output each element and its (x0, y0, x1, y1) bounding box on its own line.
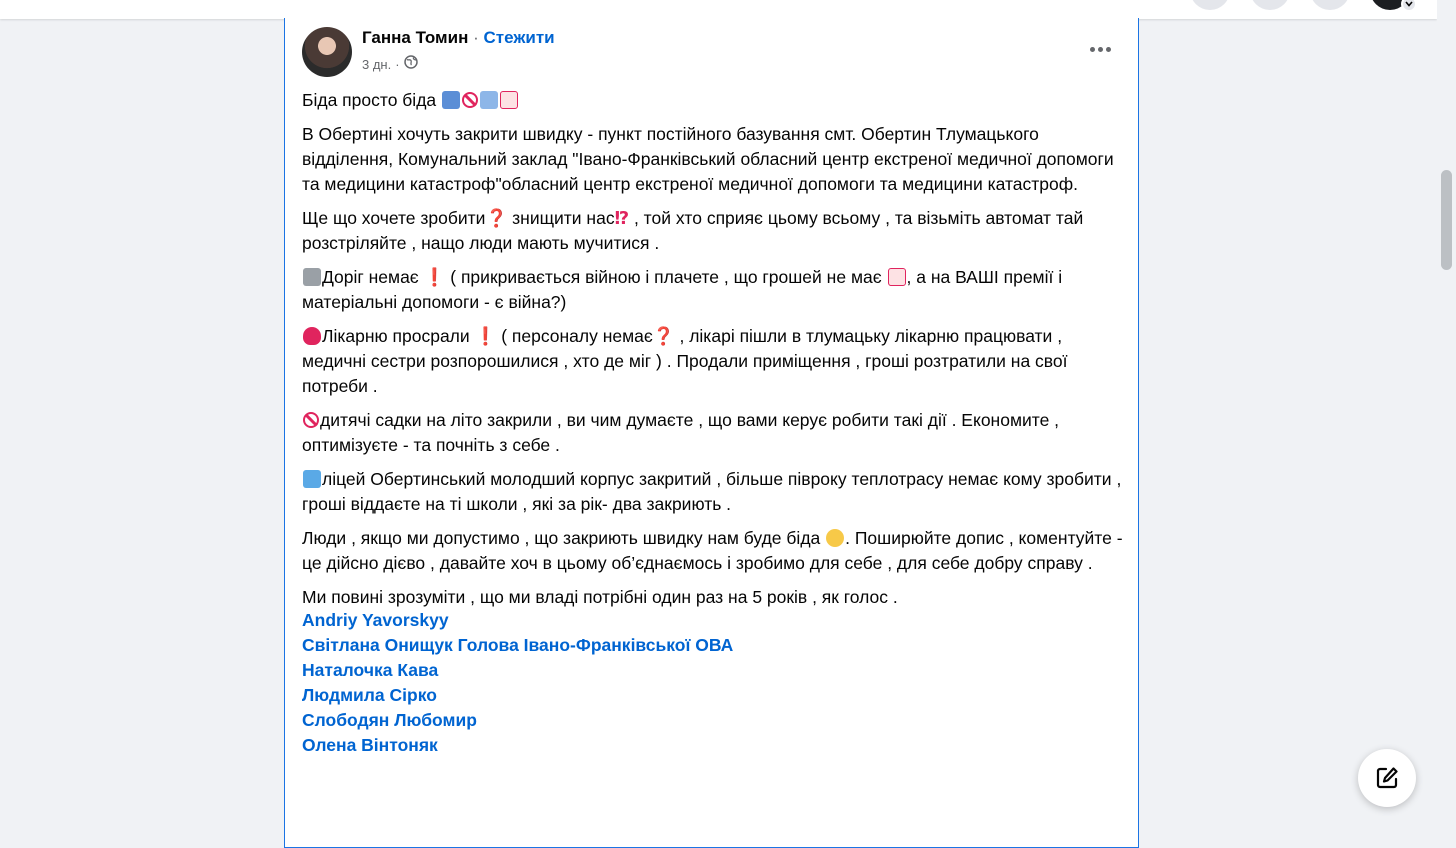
post-paragraph: Доріг немає ❗ ( прикривається війною і плачете , що грошей не має , а на ВАШІ премії і матеріальні допомоги - є війна?) (302, 267, 1063, 312)
post-timestamp[interactable]: 3 дн. (362, 56, 392, 72)
exclamation-emoji-icon: ❗ (423, 267, 446, 287)
post-header (362, 27, 555, 49)
menu-circle-button[interactable] (1190, 0, 1230, 10)
mention-link[interactable]: Слободян Любомир (302, 710, 477, 730)
prohibited-emoji-icon (462, 92, 478, 108)
author-name[interactable]: Ганна Томин (362, 28, 469, 47)
meta-separator: · (395, 56, 400, 72)
book-emoji-icon (303, 470, 321, 488)
interrobang-emoji-icon: ⁉ (614, 208, 630, 228)
post-paragraph: Лікарню просрали ❗ ( персоналу немає❓ , лікарі пішли в тлумацьку лікарню працювати , медичні сестри розпорошилися , хто де міг ) . Продали приміщення , гроші розтратили на свої потреби . (302, 326, 1068, 396)
author-avatar[interactable] (302, 27, 352, 77)
feed-post (284, 18, 1139, 848)
mentions-list (302, 608, 1127, 758)
post-paragraph: Люди , якщо ми допустимо , що закриють швидку нам буде біда . Поширюйте допис , коментуйте - це дійсно дієво , давайте хоч в цьому об’єднаємось і зробимо для себе , для себе добру справу . (302, 528, 1123, 573)
notifications-circle-button[interactable] (1310, 0, 1350, 10)
mending-heart-emoji-icon (303, 327, 321, 345)
sos-emoji-icon (500, 91, 518, 109)
post-paragraph: Ми повині зрозуміти , що ми владі потрібні один раз на 5 років , як голос . (302, 587, 898, 607)
post-body (302, 88, 1127, 758)
tools-emoji-icon (303, 268, 321, 286)
exclamation-emoji-icon: ❗ (474, 326, 497, 346)
post-more-options-button[interactable] (1082, 34, 1118, 64)
page-scrollbar[interactable] (1437, 0, 1456, 819)
sos-emoji-icon (888, 268, 906, 286)
post-paragraph: В Обертині хочуть закрити швидку - пункт постійного базування смт. Обертин Тлумацького відділення, Комунальний заклад "Івано-Франківський обласний центр екстреної медичної допомоги та медицини катастроф"обласний центр екстреної медичної допомоги та медицини катастроф. (302, 124, 1114, 194)
mention-link[interactable]: Людмила Сірко (302, 685, 437, 705)
question-mark-emoji-icon: ❓ (485, 208, 508, 228)
compose-edit-icon (1374, 765, 1400, 791)
pleading-face-emoji-icon (826, 529, 844, 547)
post-paragraph: дитячі садки на літо закрили , ви чим думаєте , що вами керує робити такі дії . Економите , оптимізуєте - та почніть з себе . (302, 410, 1060, 455)
globe-icon[interactable] (404, 55, 418, 74)
post-meta (362, 55, 418, 74)
account-chevron-icon[interactable] (1401, 0, 1417, 12)
ship-emoji-icon (480, 91, 498, 109)
question-mark-emoji-icon: ❓ (652, 326, 675, 346)
post-paragraph: Біда просто біда (302, 88, 1127, 113)
mention-link[interactable]: Світлана Онищук Голова Івано-Франківської ОВА (302, 635, 734, 655)
mention-link[interactable]: Олена Вінтоняк (302, 735, 438, 755)
mention-link[interactable]: Andriy Yavorskyy (302, 610, 449, 630)
header-separator: · (473, 28, 479, 47)
post-paragraph: Ще що хочете зробити❓ знищити нас⁉ , той хто сприяє цьому всьому , та візьміть автомат тай розстріляйте , нащо люди мають мучитися . (302, 208, 1084, 253)
prohibited-emoji-icon (303, 412, 319, 428)
new-message-button[interactable] (1358, 749, 1416, 807)
bus-emoji-icon (442, 91, 460, 109)
messenger-circle-button[interactable] (1250, 0, 1290, 10)
mention-link[interactable]: Наталочка Кава (302, 660, 439, 680)
top-navigation-bar (0, 0, 1437, 19)
more-dots-icon (1090, 47, 1095, 52)
page-scrollbar-thumb[interactable] (1441, 170, 1452, 270)
post-paragraph: ліцей Обертинський молодший корпус закритий , більше півроку теплотрасу немає кому зробити , гроші віддаєте на ті школи , які за рік- два закриють . (302, 469, 1122, 514)
follow-button[interactable]: Стежити (483, 28, 555, 47)
